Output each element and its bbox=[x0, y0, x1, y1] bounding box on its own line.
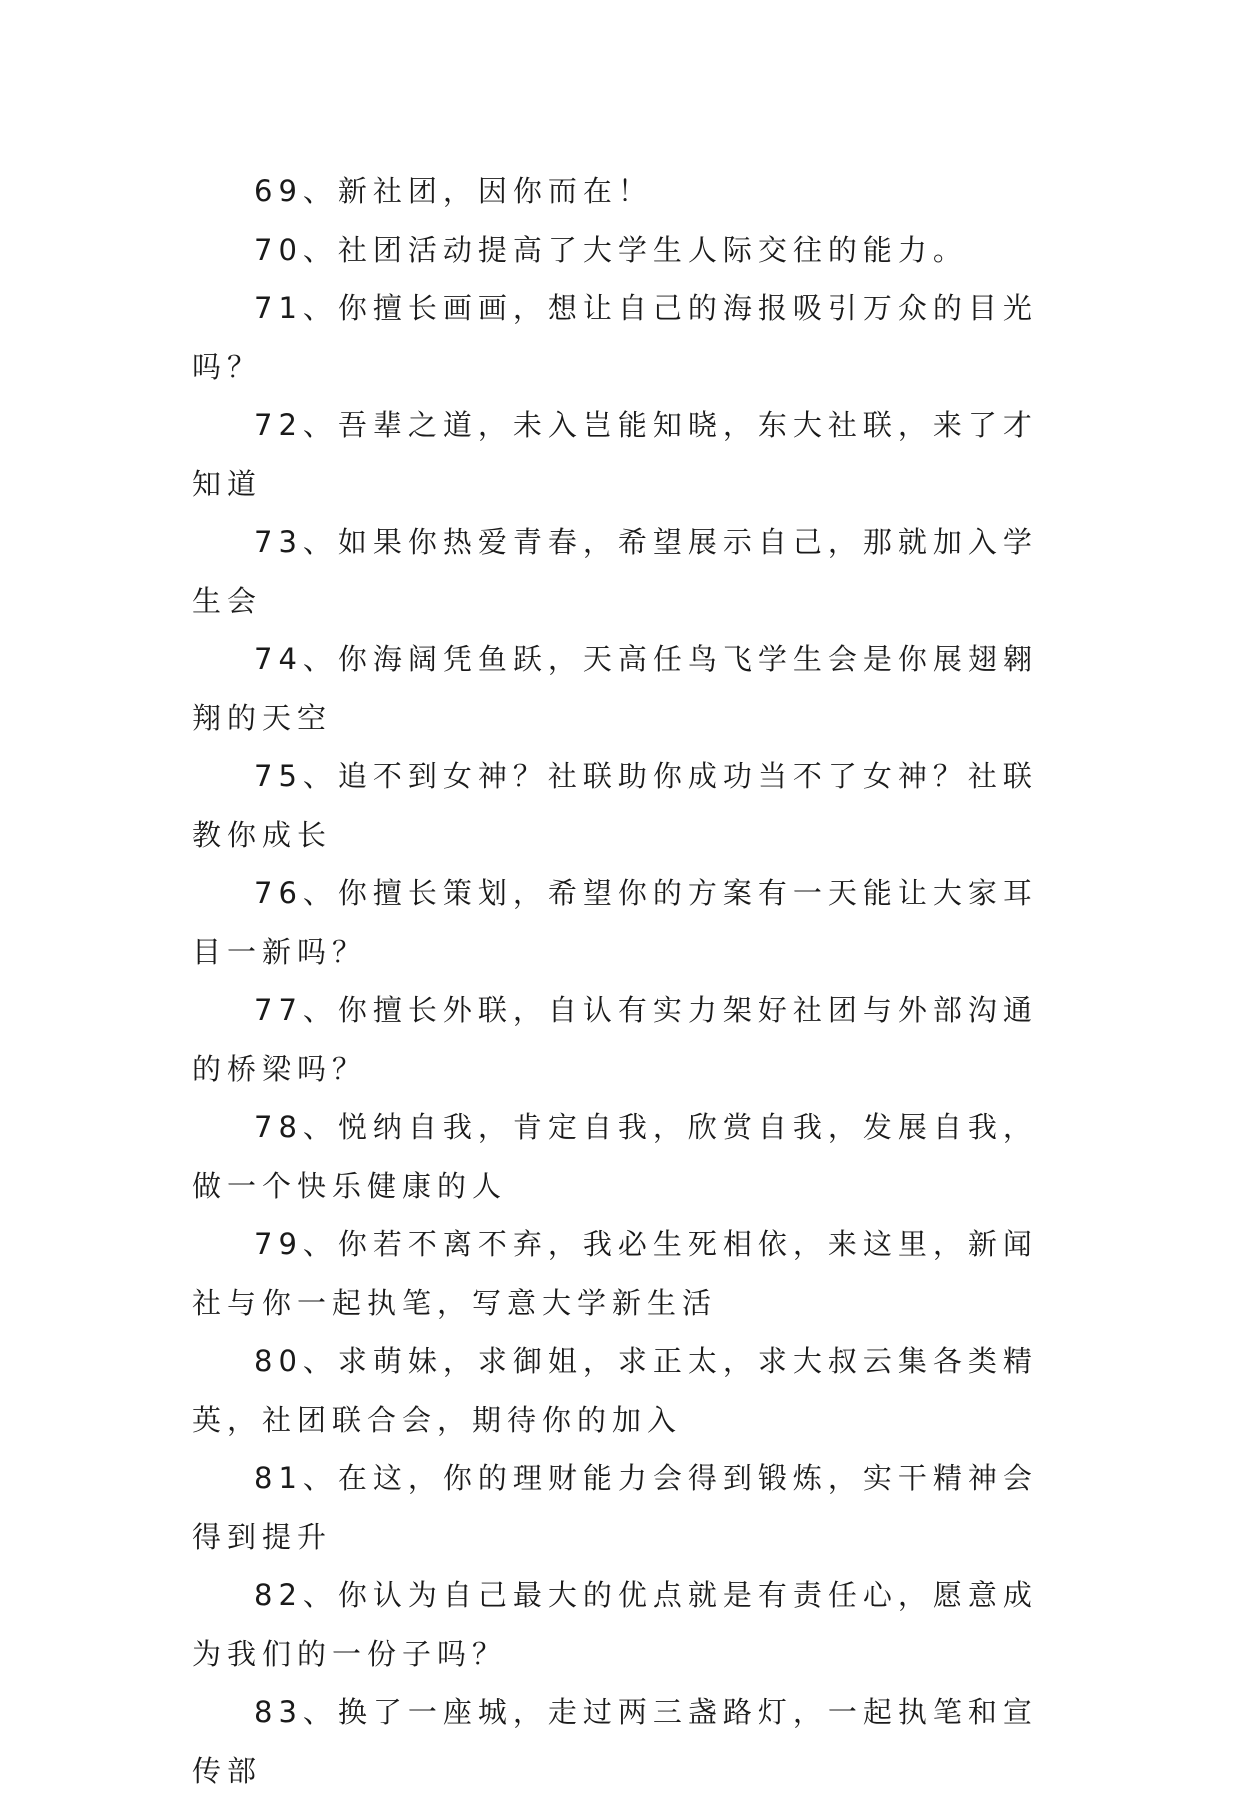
slogan-78: 78、悦纳自我，肯定自我，欣赏自我，发展自我，做一个快乐健康的人 bbox=[192, 1110, 1038, 1203]
slogan-71: 71、你擅长画画，想让自己的海报吸引万众的目光吗？ bbox=[192, 291, 1038, 384]
slogan-75: 75、追不到女神？社联助你成功当不了女神？社联教你成长 bbox=[192, 759, 1038, 852]
slogan-76: 76、你擅长策划，希望你的方案有一天能让大家耳目一新吗？ bbox=[192, 876, 1038, 969]
slogan-72: 72、吾辈之道，未入岂能知晓，东大社联，来了才知道 bbox=[192, 408, 1038, 501]
slogan-70: 70、社团活动提高了大学生人际交往的能力。 bbox=[254, 232, 968, 267]
slogan-list bbox=[192, 162, 1052, 1800]
slogan-83: 83、换了一座城，走过两三盏路灯，一起执笔和宣传部 bbox=[192, 1695, 1038, 1788]
slogan-80: 80、求萌妹，求御姐，求正太，求大叔云集各类精英，社团联合会，期待你的加入 bbox=[192, 1344, 1038, 1437]
slogan-81: 81、在这，你的理财能力会得到锻炼，实干精神会得到提升 bbox=[192, 1461, 1038, 1554]
slogan-79: 79、你若不离不弃，我必生死相依，来这里，新闻社与你一起执笔，写意大学新生活 bbox=[192, 1227, 1038, 1320]
slogan-73: 73、如果你热爱青春，希望展示自己，那就加入学生会 bbox=[192, 525, 1038, 618]
slogan-77: 77、你擅长外联，自认有实力架好社团与外部沟通的桥梁吗？ bbox=[192, 993, 1038, 1086]
slogan-74: 74、你海阔凭鱼跃，天高任鸟飞学生会是你展翅翱翔的天空 bbox=[192, 642, 1038, 735]
slogan-69: 69、新社团，因你而在！ bbox=[254, 174, 653, 208]
slogan-82: 82、你认为自己最大的优点就是有责任心，愿意成为我们的一份子吗？ bbox=[192, 1578, 1038, 1671]
